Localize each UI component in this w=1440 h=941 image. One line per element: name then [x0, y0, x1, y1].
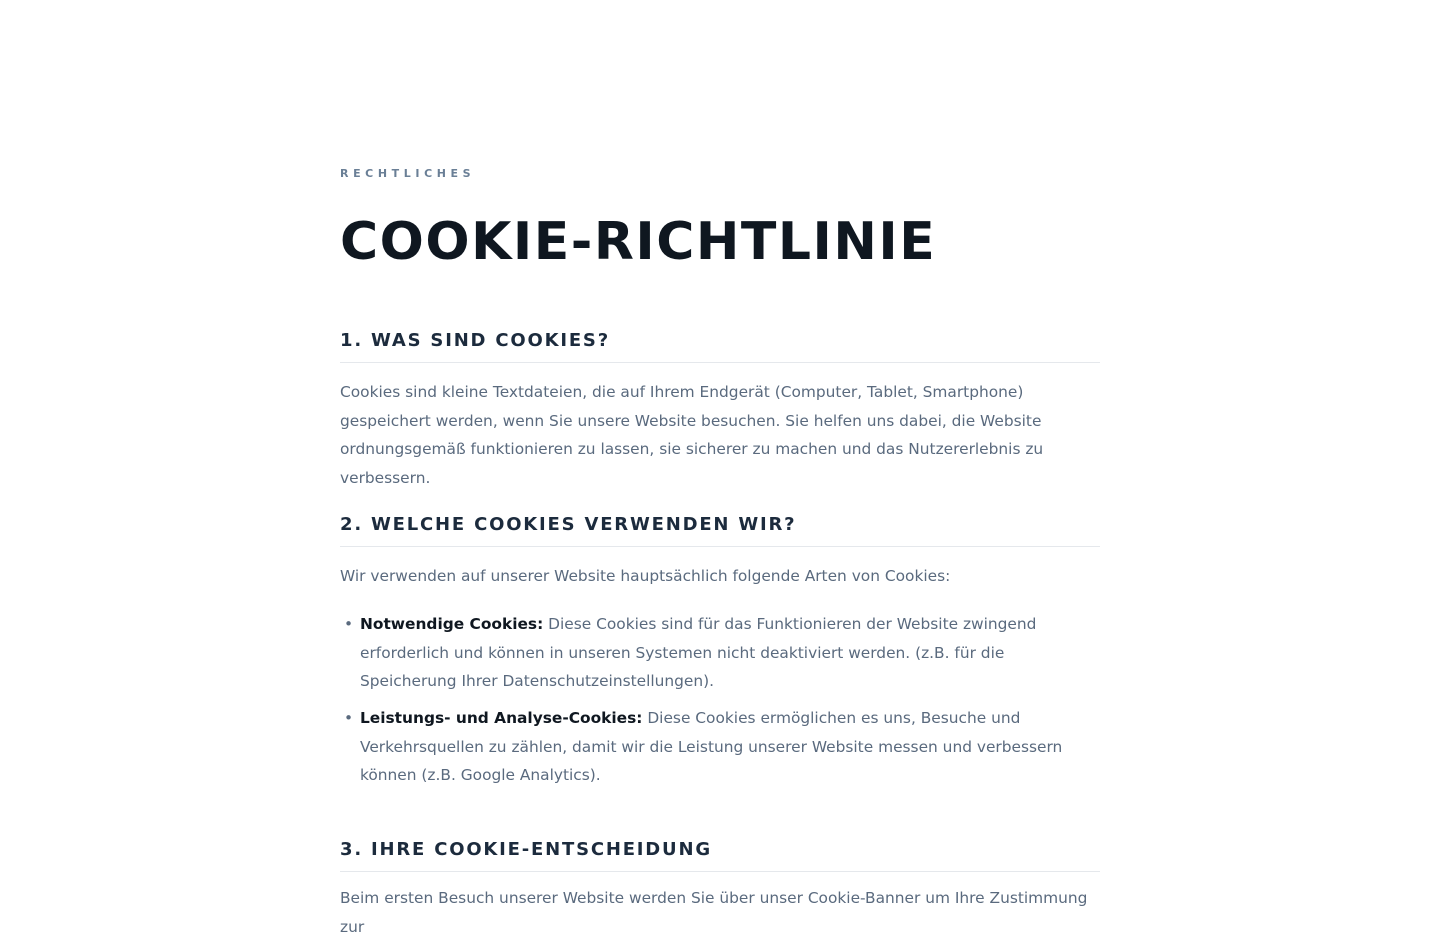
- list-item: [340, 610, 1100, 696]
- list-item-term: Notwendige Cookies:: [360, 615, 544, 633]
- section-heading-your-decision: 3. IHRE COOKIE-ENTSCHEIDUNG: [340, 837, 1100, 872]
- list-item-text: Diese Cookies ermöglichen es uns, Besuche und Verkehrsquellen zu zählen, damit wir die Leistung unserer Website messen und verbessern können (z.B. Google Analytics).: [360, 709, 1063, 784]
- list-item-term: Leistungs- und Analyse-Cookies:: [360, 709, 643, 727]
- section-heading-which-cookies: 2. WELCHE COOKIES VERWENDEN WIR?: [340, 512, 1100, 547]
- list-item: [340, 704, 1100, 790]
- section-paragraph-which-cookies: Wir verwenden auf unserer Website hauptsächlich folgende Arten von Cookies:: [340, 567, 951, 585]
- list-item-text: Diese Cookies sind für das Funktionieren der Website zwingend erforderlich und können in unseren Systemen nicht deaktiviert werden. (z.B. für die Speicherung Ihrer Datenschutzeinstellungen).: [360, 615, 1037, 690]
- page-title: COOKIE-RICHTLINIE: [340, 212, 937, 272]
- section-paragraph-your-decision: Beim ersten Besuch unserer Website werden Sie über unser Cookie-Banner um Ihre Zustimmung zur: [340, 889, 1088, 936]
- section-heading-what-are-cookies: 1. WAS SIND COOKIES?: [340, 328, 1100, 363]
- cookie-types-list: [340, 610, 1100, 798]
- section-eyebrow: RECHTLICHES: [340, 167, 476, 180]
- section-paragraph-what-are-cookies: Cookies sind kleine Textdateien, die auf Ihrem Endgerät (Computer, Tablet, Smartphone) gespeichert werden, wenn Sie unsere Website besuchen. Sie helfen uns dabei, die Website ordnungsgemäß funktionieren zu lassen, sie sicherer zu machen und das Nutzererlebnis zu verbessern.: [340, 383, 1044, 487]
- bullet-icon: •: [344, 709, 354, 727]
- bullet-icon: •: [344, 615, 354, 633]
